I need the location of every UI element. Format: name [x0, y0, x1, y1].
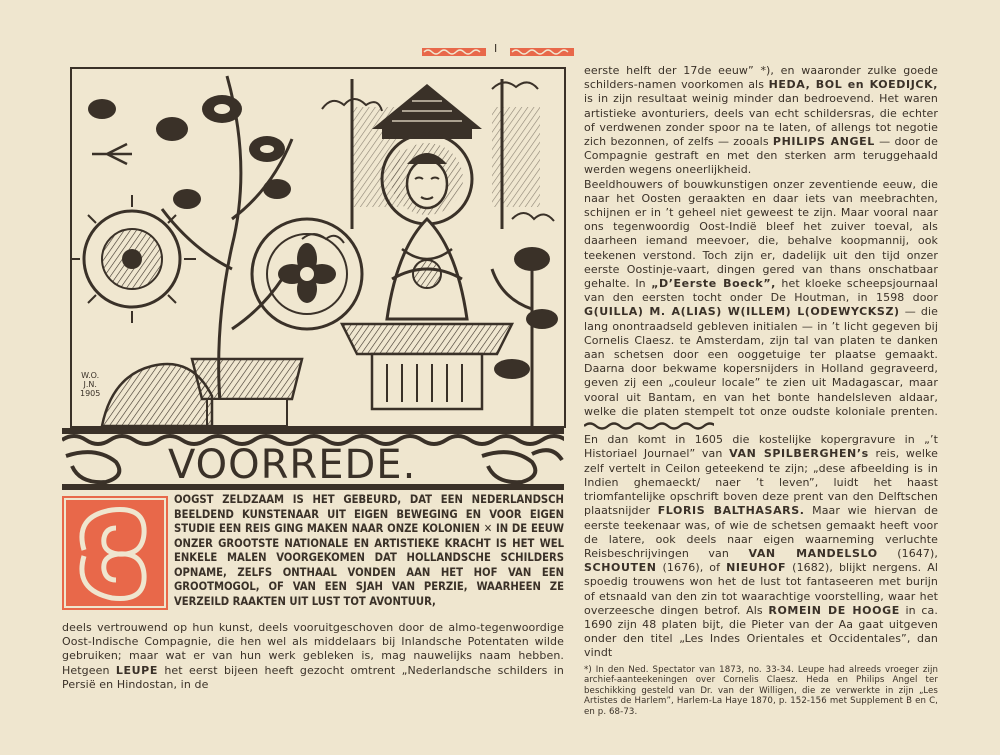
text-run: reis, welke zelf vertelt in Ceilon geteekend te zijn; „dese afbeelding is in Indien ghemaeckt/ naer ’t leven”, luidt het haast triomfantelijke opschrift boven deze prent van den Delftschen plaatsnijder [584, 447, 938, 518]
paragraph [584, 433, 938, 660]
artist-name: FLORIS BALTHASARS. [657, 504, 805, 518]
artist-name: VAN MANDELSLO [748, 546, 878, 560]
artist-name: NIEUHOF [726, 561, 787, 575]
artist-name: SCHOUTEN [584, 561, 657, 575]
artist-monogram [80, 371, 100, 398]
monogram-line: W.O. [81, 371, 100, 380]
intro-caps-paragraph: OOGST ZELDZAAM IS HET GEBEURD, DAT EEN NEDERLANDSCH BEELDEND KUNSTENAAR UIT EIGEN BEWEGING EN VOOR EIGEN STUDIE EEN REIS GING MAKEN NAAR ONZE KOLONIEN ✕ IN DE EEUW ONZER GROOTSTE NATIONALE EN ARTISTIEKE KRACHT IS HET WEL ENKELE MALEN VOORGEKOMEN DAT HOLLANDSCHE SCHILDERS OPNAME, ZELFS ONTHAAL VONDEN AAN HET HOF VAN EEN GROOTMOGOL, OF VAN EEN SJAH VAN PERZIE, WAARHEEN ZE VERZEILD RAAKTEN UIT LUST TOT AVONTUUR, [174, 493, 564, 608]
text-run: het eerst bijeen heeft gezocht omtrent „Nederlandsche schilders in Persië en Hindostan, in de [62, 663, 564, 691]
text-run: is in zijn resultaat weinig minder dan bedroevend. Het waren artistieke avonturiers, deels van echt schildersras, die echter of verdwenen zonder spoor na te laten, of allengs tot negotie zich bezonnen, of zelfs — zooals [584, 92, 938, 149]
monogram-line: J.N. [83, 380, 97, 389]
text-run: deels vertrouwend op hun kunst, deels vooruitgeschoven door de almo-tegenwoordige Oost-Indische Compagnie, die hen wel als middelaars bij Inlandsche Potentaten wilde gebruiken; maar wat er van hun werk gebleken is, mag nauwelijks naam hebben. Hetgeen [62, 621, 564, 677]
author-name: G(UILLA) M. A(LIAS) W(ILLEM) L(ODEWYCKSZ) [584, 305, 900, 319]
text-run: En dan komt in 1605 die kostelijke kopergravure in „’t Historiael Journael” van [584, 433, 938, 461]
artist-name: VAN SPILBERGHEN’s [729, 447, 869, 461]
paragraph [584, 178, 938, 434]
artist-name: ROMEIN DE HOOGE [768, 603, 900, 617]
footnote: *) In den Ned. Spectator van 1873, no. 33-34. Leupe had alreeds vroeger zijn archief-aanteekeningen over Cornelis Claesz. Heda en Philips Angel ter beschikking gesteld van Dr. van der Willigen, die ze verwerkte in zijn „Les Artistes de Harlem”, Harlem-La Haye 1870, p. 152-156 met Supplement B en C, en p. 68-73. [584, 664, 938, 717]
monogram-line: 1905 [80, 389, 101, 398]
text-run: het kloeke scheepsjournaal van den eersten tocht onder De Houtman, in 1598 door [584, 277, 938, 305]
text-run: eerste helft der 17de eeuw” *), en waaronder zulke goede schilders-namen voorkomen als [584, 64, 938, 92]
text-run: — door de Compagnie gestraft en met den sterken arm teruggehaald werden wegens oneerlijkheid. [584, 135, 938, 177]
artist-name: PHILIPS ANGEL [772, 135, 875, 149]
text-run: in ca. 1690 zijn 48 platen bijt, die Pieter van der Aa gaat uitgeven onder den titel „Les Indes Orientales et Occidentales”, dan vindt [584, 603, 938, 660]
artist-name: LEUPE [115, 663, 158, 677]
decorated-initial [62, 496, 168, 610]
text-run: (1647), [897, 546, 938, 560]
page-number: I [494, 42, 498, 55]
paragraph [584, 64, 938, 178]
text-run: (1676), of [662, 561, 721, 575]
text-run: Maar wie hiervan de eerste teekenaar was, of wie de schetsen gemaakt heeft voor de latere, ook deels naar eigen waarneming verluchte Reisbeschrijvingen van [584, 504, 938, 560]
right-text-column [584, 64, 938, 718]
folio-ornament [418, 44, 578, 58]
text-run: (1682), blijkt nergens. Al spoedig trouwens won het de lust tot fantaseeren met burijn of etsnaald van den zin tot waarachtige voorstelling, waar het overzeesche dingen betrof. Als [584, 561, 938, 617]
intro-body-paragraph [62, 621, 564, 692]
book-title: „D’Eerste Boeck”, [651, 277, 776, 291]
page-title: VOORREDE. [168, 442, 417, 488]
woodcut-illustration [70, 67, 566, 428]
artist-name: HEDA, BOL en KOEDIJCK, [768, 78, 938, 92]
text-run: Beeldhouwers of bouwkunstigen onzer zeventiende eeuw, die naar het Oosten geraakten en daar iets van meebrachten, schijnen er in ’t geheel niet geweest te zijn. Maar vooral naar ons tegenwoordig Oost-Indië bleef het zuiver toeval, als daarheen iemand meevoer, die, behalve koopmannij, ook teekenen verstond. Toch zijn er, dadelijk uit den tijd onzer eerste Oostinje-vaart, dingen gered van thans onschatbaar gehalte. In [584, 177, 938, 291]
wave-divider [584, 421, 714, 431]
text-run: — die lang onontraadseld gebleven initialen — in ’t licht gegeven bij Cornelis Claesz. te Amsterdam, zijn tal van platen te danken aan schetsen door een ooggetuige ter plaatse gemaakt. Daarna door bekwame kopersnijders in Holland gegraveerd, geven zij een „couleur locale” te zien uit Madagascar, maar vooral uit Bantam, en van het bonte handelsleven aldaar, welke die platen stempelt tot onze oudste koloniale prenten. [584, 305, 938, 418]
